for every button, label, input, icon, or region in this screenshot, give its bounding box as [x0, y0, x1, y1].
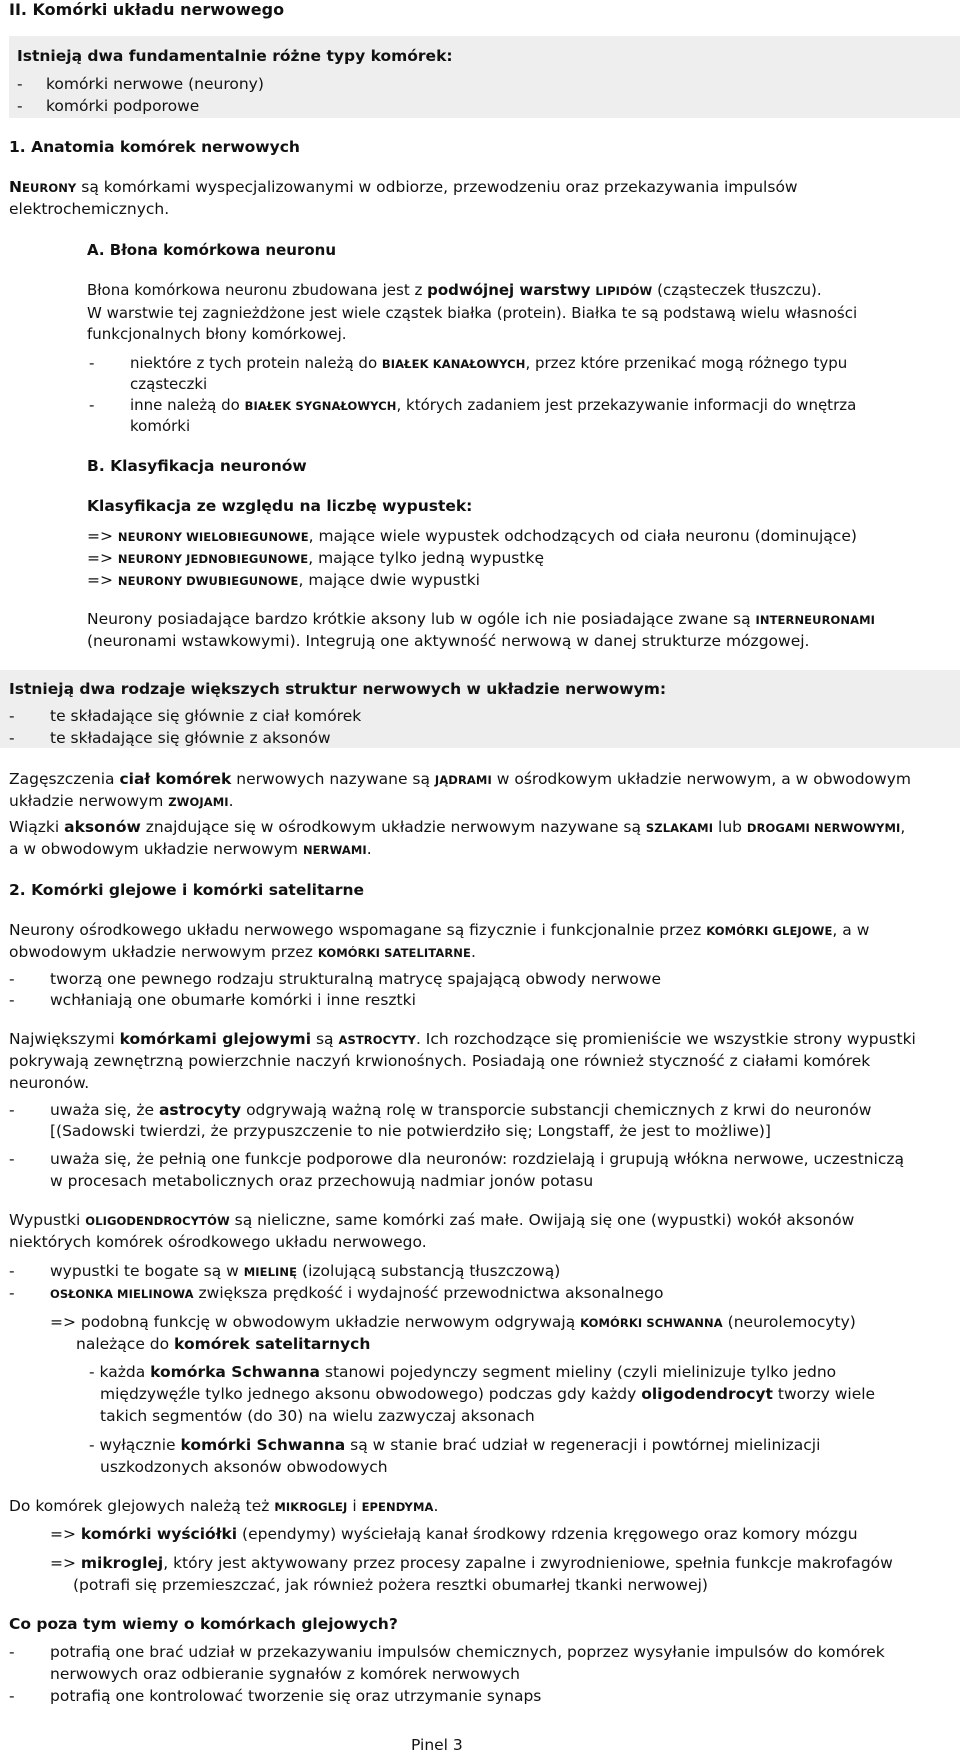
list-dash: -	[9, 1101, 15, 1119]
paragraph-line: funkcjonalnych błony komórkowej.	[87, 325, 347, 343]
text-run: =>	[50, 1525, 81, 1543]
classification-item	[87, 571, 480, 589]
list-dash: -	[9, 1284, 15, 1302]
text-run: zwiększa prędkość i wydajność przewodnictwa aksonalnego	[193, 1284, 664, 1302]
paragraph-line	[9, 921, 869, 939]
text-run: , mające wiele wypustek odchodzących od ciała neuronu (dominujące)	[308, 527, 857, 545]
paragraph-line	[9, 770, 911, 788]
text-run: międzywęźle tylko jednego aksonu obwodowego) podczas gdy każdy	[100, 1385, 642, 1403]
paragraph-line: W warstwie tej zagnieżdżone jest wiele cząstek białka (protein). Białka te są podstawą wielu własności	[87, 304, 858, 322]
list-item: te składające się głównie z aksonów	[50, 729, 331, 747]
text-run: =>	[50, 1554, 81, 1572]
text-run: a w obwodowym układzie nerwowym	[9, 840, 303, 858]
list-item: tworzą one pewnego rodzaju strukturalną matrycę spajającą obwody nerwowe	[50, 970, 662, 988]
list-item-continuation: komórki	[130, 417, 191, 435]
bold-term: oligodendrocyt	[641, 1385, 773, 1403]
smallcaps-term: ZWOJAMI	[168, 795, 229, 809]
text-run: , który jest aktywowany przez procesy zapalne i zwyrodnieniowe, spełnia funkcje makrofagów	[163, 1554, 893, 1572]
list-item: komórki podporowe	[46, 97, 200, 115]
smallcaps-term: NEURONY WIELOBIEGUNOWE	[117, 530, 309, 544]
box-heading: Istnieją dwa rodzaje większych struktur nerwowych w układzie nerwowym:	[9, 680, 667, 698]
bold-term: podwójnej warstwy	[427, 281, 591, 299]
text-run: (izolującą substancją tłuszczową)	[297, 1262, 561, 1280]
list-dash: -	[9, 1262, 15, 1280]
paragraph-line	[50, 1313, 856, 1331]
text-run: .	[366, 840, 372, 858]
bold-term: aksonów	[64, 818, 141, 836]
list-dash: -	[9, 707, 15, 725]
text-run: Wypustki	[9, 1211, 86, 1229]
subsection-subheading: Klasyfikacja ze względu na liczbę wypustek:	[87, 497, 473, 515]
text-run: Do komórek glejowych należą też	[9, 1497, 275, 1515]
paragraph-line: pokrywają zewnętrzną powierzchnie naczyń krwionośnych. Posiadają one również styczność z ciałami komórek	[9, 1052, 871, 1070]
text-run: inne należą do	[130, 396, 245, 414]
bold-term: komórki Schwanna	[180, 1436, 346, 1454]
box-heading: Istnieją dwa fundamentalnie różne typy komórek:	[17, 47, 453, 65]
bold-term: ciał komórek	[119, 770, 232, 788]
text-run: Neurony posiadające bardzo krótkie aksony lub w ogóle ich nie posiadające zwane są	[87, 610, 756, 628]
paragraph-line	[9, 1497, 438, 1515]
smallcaps-term: SZLAKAMI	[645, 821, 714, 835]
smallcaps-term: NEURONY DWUBIEGUNOWE	[117, 574, 299, 588]
smallcaps-term: KOMÓRKI GLEJOWE	[706, 924, 833, 938]
text-run: (cząsteczek tłuszczu).	[652, 281, 822, 299]
list-item: uważa się, że pełnią one funkcje podporowe dla neuronów: rozdzielają i grupują włókna nerwowe, uczestniczą	[50, 1150, 904, 1168]
paragraph-line	[9, 818, 905, 836]
text-run: uważa się, że	[50, 1101, 159, 1119]
text-run: są komórkami wyspecjalizowanymi w odbiorze, przewodzeniu oraz przekazywania impulsów	[76, 178, 798, 196]
list-item-continuation: cząsteczki	[130, 375, 208, 393]
sub-list-item	[89, 1436, 820, 1454]
paragraph-line: neuronów.	[9, 1074, 90, 1092]
text-run: nerwowych nazywane są	[231, 770, 435, 788]
list-dash: -	[17, 97, 23, 115]
text-run: , a w	[832, 921, 870, 939]
paragraph-line	[9, 1030, 916, 1048]
list-dash: -	[9, 991, 15, 1009]
smallcaps-term: OSŁONKA MIELINOWA	[50, 1287, 194, 1301]
text-run: .	[228, 792, 234, 810]
list-item: komórki nerwowe (neurony)	[46, 75, 264, 93]
smallcaps-term: NERWAMI	[302, 843, 367, 857]
smallcaps-term: JĄDRAMI	[434, 773, 492, 787]
text-run: są nieliczne, same komórki zaś małe. Owijają się one (wypustki) wokół aksonów	[229, 1211, 855, 1229]
list-item	[130, 354, 847, 372]
paragraph-line	[9, 792, 234, 810]
text-run: stanowi pojedynczy segment mieliny (czyli mielinizuje tylko jedno	[319, 1363, 837, 1381]
list-dash: -	[9, 1643, 15, 1661]
arrow-marker: =>	[87, 549, 113, 567]
smallcaps-term: BIAŁEK SYGNAŁOWYCH	[244, 399, 397, 413]
paragraph-line	[9, 943, 476, 961]
text-run: znajdujące się w ośrodkowym układzie nerwowym nazywane są	[140, 818, 646, 836]
list-dash: -	[9, 729, 15, 747]
smallcaps-term: ASTROCYTY	[338, 1033, 416, 1047]
text-run: Wiązki	[9, 818, 65, 836]
list-dash: -	[89, 354, 95, 372]
list-dash: -	[9, 970, 15, 988]
paragraph-line	[9, 1211, 854, 1229]
smallcaps-term: MIELINĘ	[243, 1265, 298, 1279]
smallcaps-term: LIPIDÓW	[595, 284, 653, 298]
smallcaps-lead: N	[9, 178, 22, 196]
text-run: - każda	[89, 1363, 151, 1381]
section-heading: 2. Komórki glejowe i komórki satelitarne	[9, 881, 365, 899]
paragraph-line: elektrochemicznych.	[9, 200, 170, 218]
smallcaps-term: EPENDYMA	[361, 1500, 434, 1514]
page-footer: Pinel 3	[411, 1736, 463, 1754]
list-item	[50, 1262, 560, 1280]
smallcaps-term: DROGAMI NERWOWYMI	[746, 821, 901, 835]
text-run: .	[433, 1497, 439, 1515]
page-title: II. Komórki układu nerwowego	[9, 0, 285, 19]
text-run: w ośrodkowym układzie nerwowym, a w obwodowym	[491, 770, 911, 788]
smallcaps-term: MIKROGLEJ	[274, 1500, 348, 1514]
list-dash: -	[9, 1150, 15, 1168]
subsection-heading: A. Błona komórkowa neuronu	[87, 241, 337, 259]
smallcaps-term: OLIGODENDROCYTÓW	[85, 1214, 230, 1228]
text-run: Największymi	[9, 1030, 120, 1048]
smallcaps-term: NEURONY JEDNOBIEGUNOWE	[117, 552, 309, 566]
smallcaps-term: KOMÓRKI SCHWANNA	[580, 1316, 723, 1330]
list-dash: -	[89, 396, 95, 414]
list-item	[50, 1284, 663, 1302]
list-item-continuation: nerwowych oraz odbieranie sygnałów z komórek nerwowych	[50, 1665, 520, 1683]
question-heading: Co poza tym wiemy o komórkach glejowych?	[9, 1615, 398, 1633]
arrow-marker: =>	[87, 571, 113, 589]
text-run: lub	[713, 818, 747, 836]
text-run: , których zadaniem jest przekazywanie informacji do wnętrza	[396, 396, 857, 414]
text-run: (ependymy) wyściełają kanał środkowy rdzenia kręgowego oraz komory mózgu	[237, 1525, 858, 1543]
smallcaps-term: EURONY	[21, 181, 77, 195]
smallcaps-term: INTERNEURONAMI	[755, 613, 876, 627]
arrow-marker: =>	[87, 527, 113, 545]
list-item: te składające się głównie z ciał komórek	[50, 707, 362, 725]
text-run: odgrywają ważną rolę w transporcie substancji chemicznych z krwi do neuronów	[241, 1101, 872, 1119]
sub-list-item-continuation: uszkodzonych aksonów obwodowych	[100, 1458, 388, 1476]
paragraph-line	[9, 178, 798, 196]
text-run: układzie nerwowym	[9, 792, 169, 810]
text-run: .	[470, 943, 476, 961]
text-run: i	[347, 1497, 362, 1515]
text-run: . Ich rozchodzące się promieniście we wszystkie strony wypustki	[415, 1030, 916, 1048]
text-run: tworzy wiele	[772, 1385, 876, 1403]
arrow-item	[50, 1554, 893, 1572]
list-item	[50, 1101, 871, 1119]
list-dash: -	[17, 75, 23, 93]
paragraph-line	[76, 1335, 370, 1353]
arrow-item-continuation: (potrafi się przemieszczać, jak również pożera resztki obumarłej tkanki nerwowej)	[73, 1576, 708, 1594]
list-item: wchłaniają one obumarłe komórki i inne resztki	[50, 991, 416, 1009]
text-run: obwodowym układzie nerwowym przez	[9, 943, 318, 961]
sub-list-item-continuation	[100, 1385, 875, 1403]
list-item: potrafią one kontrolować tworzenie się oraz utrzymanie synaps	[50, 1687, 542, 1705]
text-run: => podobną funkcję w obwodowym układzie nerwowym odgrywają	[50, 1313, 581, 1331]
sub-list-item	[89, 1363, 836, 1381]
bold-term: komórek satelitarnych	[174, 1335, 371, 1353]
list-item	[130, 396, 856, 414]
list-item: potrafią one brać udział w przekazywaniu impulsów chemicznych, poprzez wysyłanie impulsów do komórek	[50, 1643, 885, 1661]
text-run: są	[311, 1030, 339, 1048]
bold-term: mikroglej	[80, 1554, 164, 1572]
smallcaps-term: KOMÓRKI SATELITARNE	[317, 946, 471, 960]
bold-term: komórka Schwanna	[150, 1363, 320, 1381]
bold-term: komórkami glejowymi	[119, 1030, 312, 1048]
text-run: , przez które przenikać mogą różnego typu	[525, 354, 848, 372]
bold-term: komórki wyściółki	[80, 1525, 238, 1543]
paragraph-line	[87, 281, 822, 299]
text-run: , mające dwie wypustki	[298, 571, 480, 589]
classification-item	[87, 527, 857, 545]
section-heading: 1. Anatomia komórek nerwowych	[9, 138, 300, 156]
list-dash: -	[9, 1687, 15, 1705]
list-item-continuation: [(Sadowski twierdzi, że przypuszczenie to nie potwierdziło się; Longstaff, że jest to możliwe)]	[50, 1122, 771, 1140]
text-run: Neurony ośrodkowego układu nerwowego wspomagane są fizycznie i funkcjonalnie przez	[9, 921, 707, 939]
text-run: - wyłącznie	[89, 1436, 181, 1454]
text-run: należące do	[76, 1335, 175, 1353]
text-run: są w stanie brać udział w regeneracji i powtórnej mielinizacji	[345, 1436, 821, 1454]
paragraph-line	[87, 610, 875, 628]
text-run: , mające tylko jedną wypustkę	[308, 549, 544, 567]
list-item-continuation: w procesach metabolicznych oraz przechowują nadmiar jonów potasu	[50, 1172, 594, 1190]
classification-item	[87, 549, 544, 567]
text-run: niektóre z tych protein należą do	[130, 354, 382, 372]
subsection-heading: B. Klasyfikacja neuronów	[87, 457, 307, 475]
paragraph-line: niektórych komórek ośrodkowego układu nerwowego.	[9, 1233, 427, 1251]
bold-term: astrocyty	[158, 1101, 242, 1119]
text-run: Zagęszczenia	[9, 770, 120, 788]
arrow-item	[50, 1525, 858, 1543]
text-run: ,	[900, 818, 906, 836]
paragraph-line	[9, 840, 372, 858]
sub-list-item-continuation: takich segmentów (do 30) na wielu zazwyczaj aksonach	[100, 1407, 535, 1425]
smallcaps-term: BIAŁEK KANAŁOWYCH	[381, 357, 526, 371]
text-run: Błona komórkowa neuronu zbudowana jest z	[87, 281, 428, 299]
paragraph-line: (neuronami wstawkowymi). Integrują one aktywność nerwową w danej strukturze mózgowej.	[87, 632, 810, 650]
text-run: wypustki te bogate są w	[50, 1262, 244, 1280]
text-run: (neurolemocyty)	[722, 1313, 856, 1331]
